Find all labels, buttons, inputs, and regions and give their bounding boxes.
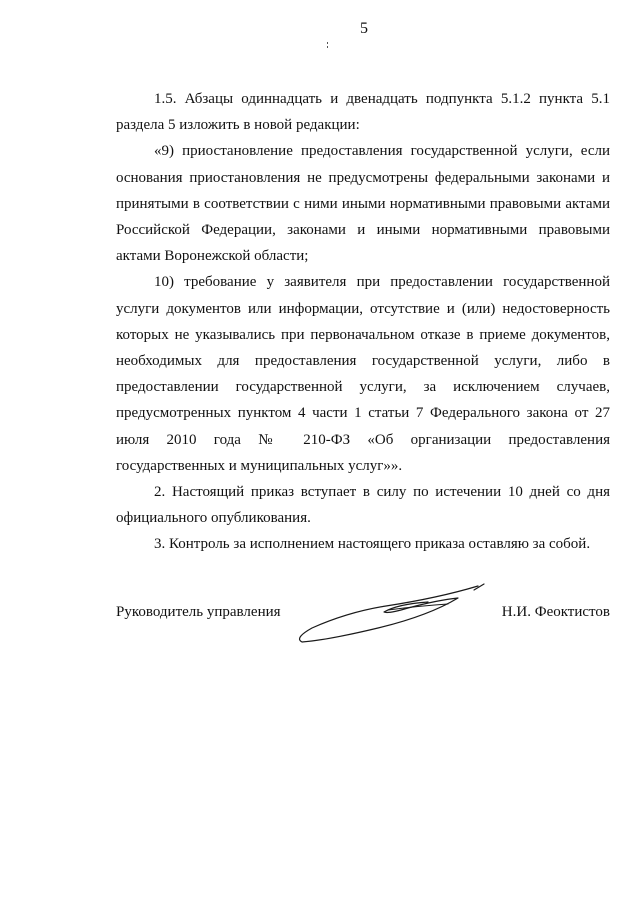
paragraph-item-9: «9) приостановление предоставления государственной услуги, если основания приостановления не предусмотрены федеральными законами и принятыми в соответствии с ними иными нормативными правовыми актами Российской Федерации, законами и иными нормативными правовыми актами Воронежской области; [116, 143, 610, 265]
scan-mark [327, 42, 329, 50]
paragraph-item-10: 10) требование у заявителя при предоставлении государственной услуги документов или информации, отсутствие и (или) недостоверность которых не указывались при первоначальном отказе в приеме документов, необходимых для предоставления государственной услуги, либо в предоставлении государственной услуги, за исключением случаев, предусмотренных пунктом 4 части 1 статьи 7 Федерального закона от 27 июля 2010 года № 210-ФЗ «Об организации предоставления государственных и муниципальных услуг»». [116, 274, 610, 474]
document-body [116, 86, 610, 558]
paragraph-2: 2. Настоящий приказ вступает в силу по истечении 10 дней со дня официального опубликования. [116, 484, 610, 527]
signatory-position: Руководитель управления [116, 604, 281, 620]
signature-block [116, 598, 610, 668]
paragraph-1-5: 1.5. Абзацы одиннадцать и двенадцать подпункта 5.1.2 пункта 5.1 раздела 5 изложить в новой редакции: [116, 91, 610, 134]
signatory-name: Н.И. Феоктистов [501, 604, 610, 620]
handwritten-signature-icon [288, 576, 488, 656]
paragraph-3: 3. Контроль за исполнением настоящего приказа оставляю за собой. [154, 536, 591, 553]
page-number: 5 [360, 20, 368, 37]
